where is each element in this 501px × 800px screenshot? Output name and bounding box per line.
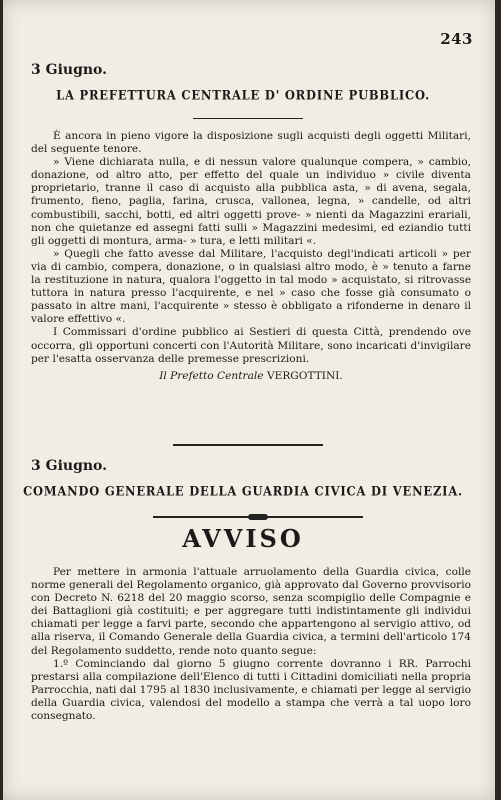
signature: Il Prefetto Centrale VERGOTTINI. (159, 369, 343, 382)
section2-date: 3 Giugno. (31, 458, 108, 474)
divider (193, 118, 303, 119)
paragraph: » Quegli che fatto avesse dal Militare, l'acquisto degl'indicati articoli » per via di cambio, compera, donazione, o in qualsiasi altro modo, è » tenuto a farne la restituzione in natura, qualora l'oggetto in tal modo » acquistato, si ritrovasse tuttora in natura presso l'acquirente, e nel » caso che fosse già consumato o passato in altre mani, l'acquirente » stesso è obbligato a rifonderne in denaro il valore effettivo «. (31, 247, 471, 326)
paragraph: Per mettere in armonia l'attuale arruolamento della Guardia civica, colle norme generali del Regolamento organico, già approvato dal Governo provvisorio con Decreto N. 6218 del 20 maggio scorso, senza scompiglio delle Compagnie e dei Battaglioni già costituiti; e per aggregare tutti indistintamente gli individui chiamati per legge a farvi parte, secondo che appartengono al servigio attivo, od alla riserva, il Comando Generale della Guardia civica, a termini dell'articolo 174 del Regolamento suddetto, rende noto quanto segue: (31, 566, 471, 657)
section2-body (31, 566, 471, 723)
section1-heading: LA PREFETTURA CENTRALE D' ORDINE PUBBLICO. (56, 86, 430, 104)
divider (173, 444, 323, 446)
paragraph: » Viene dichiarata nulla, e di nessun valore qualunque compera, » cambio, donazione, od altro atto, per effetto del quale un individuo » civile diventa proprietario, tranne il caso di acquisto alla pubblica asta, » di avena, segala, frumento, fieno, paglia, farina, crusca, vallonea, legna, » candelle, od altri combustibili, sacchi, botti, ed altri oggetti prove- » nienti da Magazzini erariali, non che quietanze ed assegni fatti sulli » Magazzini medesimi, ed eziandio tutti gli oggetti di montura, arma- » tura, e letti militari «. (31, 156, 471, 247)
paragraph: 1.º Cominciando dal giorno 5 giugno corrente dovranno i RR. Parrochi prestarsi alla compilazione dell'Elenco di tutti i Cittadini domiciliati nella propria Parrocchia, nati dal 1795 al 1830 inclusivamente, e chiamati per legge al servigio della Guardia civica, valendosi del modello a stampa che verrà a tal uopo loro consegnato. (31, 657, 471, 723)
paragraph: È ancora in pieno vigore la disposizione sugli acquisti degli oggetti Militari, del seguente tenore. (31, 130, 471, 156)
ornament-divider (153, 514, 363, 520)
section1-date: 3 Giugno. (31, 62, 108, 78)
document-page (3, 0, 495, 800)
paragraph: I Commissari d'ordine pubblico ai Sestieri di questa Città, prendendo ove occorra, gli opportuni concerti con l'Autorità Militare, sono incaricati d'invigilare per l'esatta osservanza delle premesse prescrizioni. (31, 326, 471, 365)
page-number: 243 (440, 30, 473, 48)
section1-body (31, 130, 471, 383)
notice-title: AVVISO (182, 524, 304, 553)
section2-heading: COMANDO GENERALE DELLA GUARDIA CIVICA DI VENEZIA. (23, 482, 463, 500)
